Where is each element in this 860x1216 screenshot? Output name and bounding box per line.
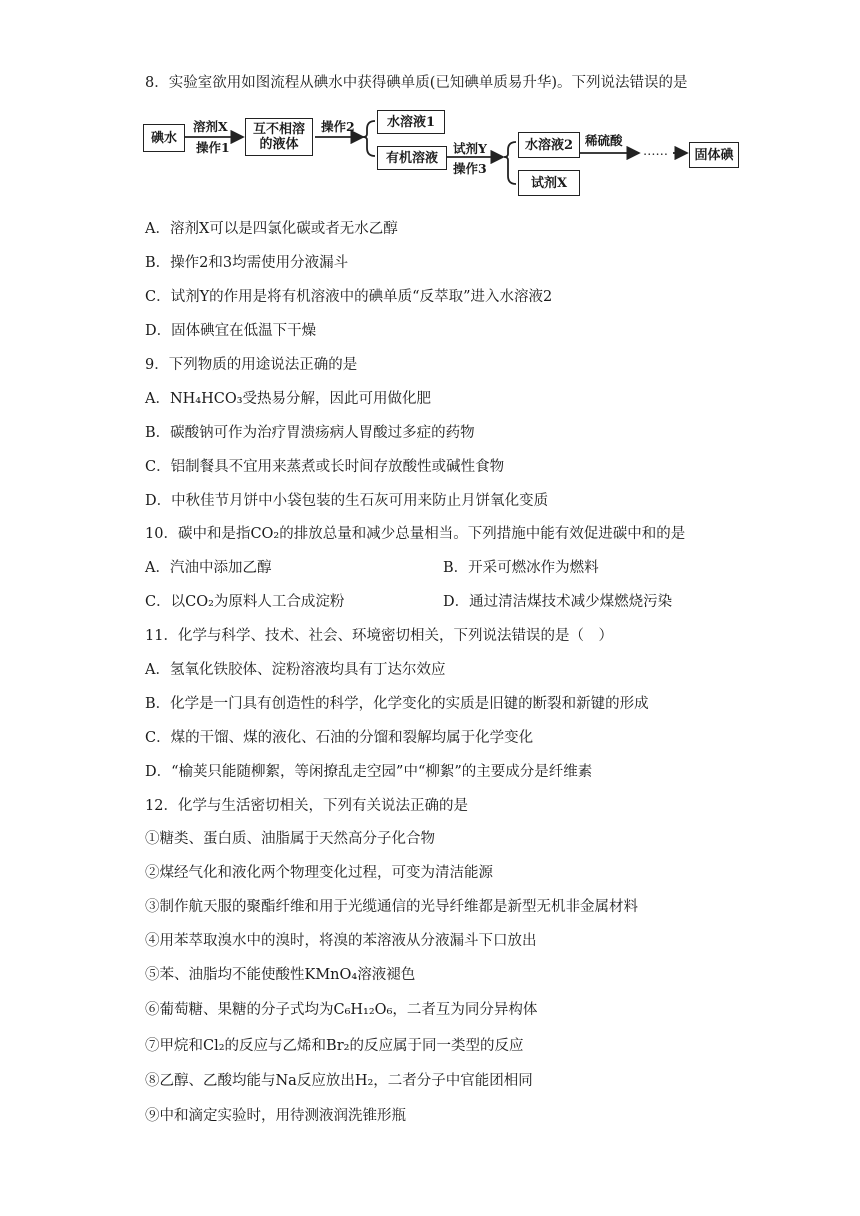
q11-option-a: A．氢氧化铁胶体、淀粉溶液均具有丁达尔效应 <box>145 662 446 678</box>
q8-flowchart <box>141 104 741 200</box>
label-ellipsis: …… <box>643 143 668 158</box>
q12-stem: 12．化学与生活密切相关，下列有关说法正确的是 <box>145 798 468 814</box>
label-reagent-y: 试剂Y <box>453 141 487 156</box>
q12-item: ③制作航天服的聚酯纤维和用于光缆通信的光导纤维都是新型无机非金属材料 <box>145 899 638 915</box>
label-op1: 操作1 <box>196 140 230 155</box>
q12-item: ⑨中和滴定实验时，用待测液润洗锥形瓶 <box>145 1108 406 1124</box>
q12-item: ②煤经气化和液化两个物理变化过程，可变为清洁能源 <box>145 865 493 881</box>
label-op2: 操作2 <box>321 119 355 134</box>
q9-option-d: D．中秋佳节月饼中小袋包装的生石灰可用来防止月饼氧化变质 <box>145 493 549 509</box>
q11-option-c: C．煤的干馏、煤的液化、石油的分馏和裂解均属于化学变化 <box>145 730 534 746</box>
q12-item: ⑧乙醇、乙酸均能与Na反应放出H₂，二者分子中官能团相同 <box>145 1073 533 1089</box>
label-solvent-x: 溶剂X <box>193 119 228 134</box>
box-immiscible-liquid: 互不相溶的液体 <box>245 118 313 156</box>
q10-option-b: B．开采可燃冰作为燃料 <box>443 560 599 576</box>
q10-option-d: D．通过清洁煤技术减少煤燃烧污染 <box>443 594 673 610</box>
q8-option-d: D．固体碘宜在低温下干燥 <box>145 323 317 339</box>
q12-item: ⑤苯、油脂均不能使酸性KMnO₄溶液褪色 <box>145 967 416 983</box>
box-organic-solution: 有机溶液 <box>377 146 447 170</box>
q8-option-a: A．溶剂X可以是四氯化碳或者无水乙醇 <box>145 221 398 237</box>
q11-option-d: D．“榆荚只能随柳絮，等闲撩乱走空园”中“柳絮”的主要成分是纤维素 <box>145 764 593 780</box>
q12-item: ④用苯萃取溴水中的溴时，将溴的苯溶液从分液漏斗下口放出 <box>145 933 537 949</box>
box-reagent-x: 试剂X <box>518 170 580 196</box>
q8-option-b: B．操作2和3均需使用分液漏斗 <box>145 255 349 271</box>
q9-option-b: B．碳酸钠可作为治疗胃溃疡病人胃酸过多症的药物 <box>145 425 475 441</box>
q11-option-b: B．化学是一门具有创造性的科学，化学变化的实质是旧键的断裂和新键的形成 <box>145 696 649 712</box>
q12-item: ⑦甲烷和Cl₂的反应与乙烯和Br₂的反应属于同一类型的反应 <box>145 1038 524 1054</box>
q10-option-c: C．以CO₂为原料人工合成淀粉 <box>145 594 345 610</box>
q9-option-c: C．铝制餐具不宜用来蒸煮或长时间存放酸性或碱性食物 <box>145 459 505 475</box>
box-aqueous-2: 水溶液2 <box>518 132 580 158</box>
q12-item: ①糖类、蛋白质、油脂属于天然高分子化合物 <box>145 831 435 847</box>
q8-stem: 8．实验室欲用如图流程从碘水中获得碘单质(已知碘单质易升华)。下列说法错误的是 <box>145 75 688 91</box>
q12-item: ⑥葡萄糖、果糖的分子式均为C₆H₁₂O₆，二者互为同分异构体 <box>145 1002 538 1018</box>
brace-op2 <box>363 121 375 156</box>
q9-option-a: A．NH₄HCO₃受热易分解，因此可用做化肥 <box>145 391 432 407</box>
q8-option-c: C．试剂Y的作用是将有机溶液中的碘单质“反萃取”进入水溶液2 <box>145 289 553 305</box>
q9-stem: 9．下列物质的用途说法正确的是 <box>145 357 358 373</box>
box-aqueous-1: 水溶液1 <box>377 110 445 134</box>
q10-option-a: A．汽油中添加乙醇 <box>145 560 272 576</box>
box-iodine-water: 碘水 <box>143 124 185 152</box>
brace-op3 <box>504 142 516 184</box>
label-dilute-sulfuric-acid: 稀硫酸 <box>585 133 623 148</box>
q10-stem: 10．碳中和是指CO₂的排放总量和减少总量相当。下列措施中能有效促进碳中和的是 <box>145 526 686 542</box>
label-op3: 操作3 <box>453 161 487 176</box>
q11-stem: 11．化学与科学、技术、社会、环境密切相关，下列说法错误的是（ ） <box>145 628 613 644</box>
box-solid-iodine: 固体碘 <box>689 142 739 168</box>
